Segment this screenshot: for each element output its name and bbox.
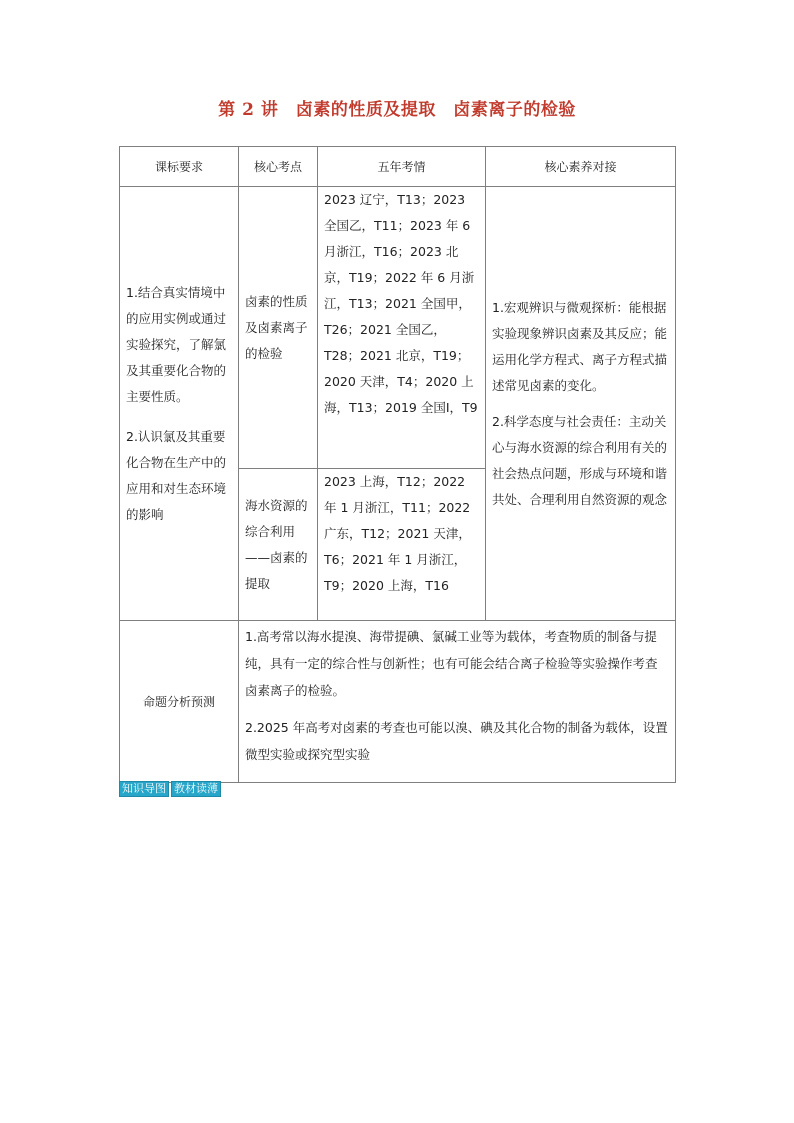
analysis-label: 命题分析预测 [120,621,239,783]
requirement-item: 2.认识氯及其重要化合物在生产中的应用和对生态环境的影响 [126,428,227,522]
literacy-item: 2.科学态度与社会责任：主动关心与海水资源的综合利用有关的社会热点问题，形成与环境和谐共处、合理利用自然资源的观念 [492,413,668,507]
header-requirements: 课标要求 [120,147,239,187]
table-row [120,187,676,469]
analysis-cell [239,621,676,783]
literacy-item: 1.宏观辨识与微观探析：能根据实验现象辨识卤素及其反应；能运用化学方程式、离子方程式描述常见卤素的变化。 [492,299,668,393]
exam-history-cell: 2023 辽宁，T13；2023 全国乙，T11；2023 年 6 月浙江，T16；2023 北京，T19；2022 年 6 月浙江，T13；2021 全国甲，T26；2021 全国乙，T28；2021 北京，T19；2020 天津，T4；2020 上海，T13；2019 全国Ⅰ，T9 [318,187,486,469]
literacy-cell [486,187,676,621]
requirements-cell [120,187,239,621]
header-core-points: 核心考点 [239,147,318,187]
exam-history-cell: 2023 上海，T12；2022 年 1 月浙江，T11；2022 广东，T12；2021 天津，T6；2021 年 1 月浙江，T9；2020 上海，T16 [318,469,486,621]
analysis-item: 2.2025 年高考对卤素的考查也可能以溴、碘及其化合物的制备为载体，设置微型实验或探究型实验 [245,720,668,762]
core-point-cell: 卤素的性质及卤素离子的检验 [239,187,318,469]
course-table [119,146,676,783]
tag-textbook-reading[interactable]: 教材读薄 [171,781,221,797]
header-literacy: 核心素养对接 [486,147,676,187]
section-tags [119,781,221,797]
tag-knowledge-map[interactable]: 知识导图 [119,781,169,797]
analysis-item: 1.高考常以海水提溴、海带提碘、氯碱工业等为载体，考查物质的制备与提纯，具有一定的综合性与创新性；也有可能会结合离子检验等实验操作考查卤素离子的检验。 [245,629,658,698]
header-exam-history: 五年考情 [318,147,486,187]
page-title: 第 2 讲 卤素的性质及提取 卤素离子的检验 [218,100,576,120]
requirement-item: 1.结合真实情境中的应用实例或通过实验探究，了解氯及其重要化合物的主要性质。 [126,284,227,404]
table-header-row [120,147,676,187]
analysis-row [120,621,676,783]
core-point-cell: 海水资源的综合利用——卤素的提取 [239,469,318,621]
